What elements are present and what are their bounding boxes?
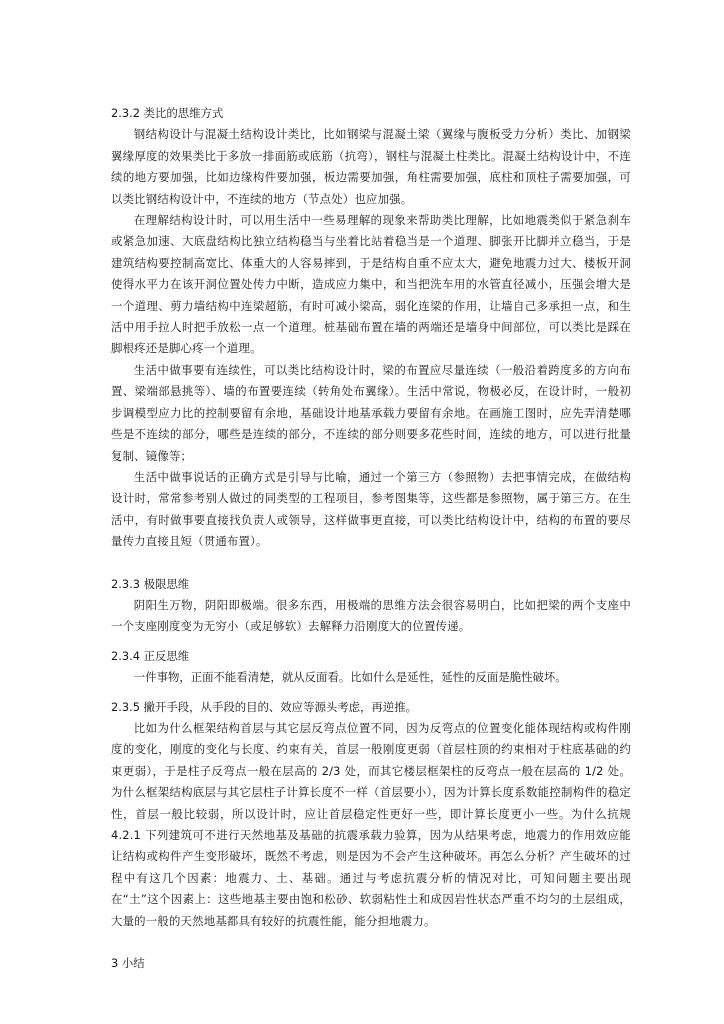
section-heading-2-3-4: 2.3.4 正反思维 <box>111 648 190 663</box>
paragraph-steel-concrete-analogy: 钢结构设计与混凝土结构设计类比，比如钢梁与混凝土梁（翼缘与腹板受力分析）类比、加钢梁翼缘厚度的效果类比于多放一排面筋或底筋（抗弯），钢柱与混凝土柱类比。混凝土结构设计中，不连续的地方要加强，比如边缘构件要加强，板边需要加强，角柱需要加强，底柱和顶柱子需要加强，可以类比钢结构设计中，不连续的地方（节点处）也应加强。 <box>111 127 631 206</box>
section-heading-2-3-2: 2.3.2 类比的思维方式 <box>111 106 224 120</box>
paragraph-continuity-analogy: 生活中做事要有连续性，可以类比结构设计时，梁的布置应尽量连续（一般沿着跨度多的方向布置、梁端部悬挑等）、墙的布置要连续（转角处布翼缘）。生活中常说，物极必反，在设计时，一般初步调模型应力比的控制要留有余地，基础设计地基承载力要留有余地。在画施工图时，应先弄清楚哪些是不连续的部分，哪些是连续的部分，不连续的部分则要多花些时间，连续的地方，可以进行批量复制、镜像等； <box>111 362 631 463</box>
section-2-3-5 <box>111 697 631 932</box>
paragraph-opposite-thinking: 一件事物，正面不能看清楚，就从反面看。比如什么是延性，延性的反面是脆性破坏。 <box>133 670 567 685</box>
section-heading-2-3-3: 2.3.3 极限思维 <box>111 576 190 591</box>
section-2-3-2 <box>111 103 631 553</box>
section-2-3-3 <box>111 574 631 638</box>
document-page <box>111 103 631 974</box>
paragraph-reverse-reasoning: 比如为什么框架结构首层与其它层反弯点位置不同，因为反弯点的位置变化能体现结构或构件刚度的变化，刚度的变化与长度、约束有关，首层一般刚度更弱（首层柱顶的约束相对于柱底基础的约束更弱），于是柱子反弯点一般在层高的 2/3 处，而其它楼层框架柱的反弯点一般在层高的 1/2 处。为什么框架结构底层与其它层柱子计算长度不一样（首层要小），因为计算长度系数能控制构件的稳定性，首层一般比较弱，所以设计时，应让首层稳定性更好一些，即计算长度更小一些。为什么抗规 4.2.1 下列建筑可不进行天然地基及基础的抗震承载力验算，因为从结果考虑，地震力的作用效应能让结构或构件产生变形破坏，既然不考虑，则是因为不会产生这种破坏。再怎么分析？产生破坏的过程中有这几个因素：地震力、土、基础。通过与考虑抗震分析的情况对比，可知问题主要出现在“土”这个因素上：这些地基主要由饱和松砂、软弱粘性土和成因岩性状态严重不均匀的土层组成，大量的一般的天然地基都具有较好的抗震性能，能分担地震力。 <box>111 720 631 928</box>
section-2-3-4 <box>111 646 631 689</box>
section-heading-2-3-5: 2.3.5 撇开手段，从手段的目的、效应等源头考虑，再逆推。 <box>111 699 417 714</box>
paragraph-reference-analogy: 生活中做事说话的正确方式是引导与比喻，通过一个第三方（参照物）去把事情完成，在做结构设计时，常常参考别人做过的同类型的工程项目，参考图集等，这些都是参照物，属于第三方。在生活中，有时做事要直接找负责人或领导，这样做事更直接，可以类比结构设计中，结构的布置的要尽量传力直接且短（贯通布置）。 <box>111 469 631 549</box>
section-3 <box>111 953 631 974</box>
paragraph-extreme-thinking: 阴阳生万物，阴阳即极端。很多东西，用极端的思维方法会很容易明白，比如把梁的两个支座中一个支座刚度变为无穷小（或足够软）去解释力沿刚度大的位置传递。 <box>111 597 631 634</box>
section-heading-3-summary: 3 小结 <box>111 956 145 971</box>
paragraph-life-phenomena-analogy: 在理解结构设计时，可以用生活中一些易理解的现象来帮助类比理解，比如地震类似于紧急刹车或紧急加速、大底盘结构比独立结构稳当与坐着比站着稳当是一个道理、脚张开比脚并立稳当，于是建筑结构要控制高宽比、体重大的人容易摔到，于是结构自重不应太大，避免地震力过大、楼板开洞使得水平力在该开洞位置处传力中断，造成应力集中，和当把洗车用的水管直径减小，压强会增大是一个道理、剪力墙结构中连梁超筋，有时可减小梁高，弱化连梁的作用，让墙自己多承担一点，和生活中用手拉人时把手放松一点一个道理。桩基础布置在墙的两端还是墙身中间部位，可以类比是踩在脚根疼还是脚心疼一个道理。 <box>111 213 631 356</box>
